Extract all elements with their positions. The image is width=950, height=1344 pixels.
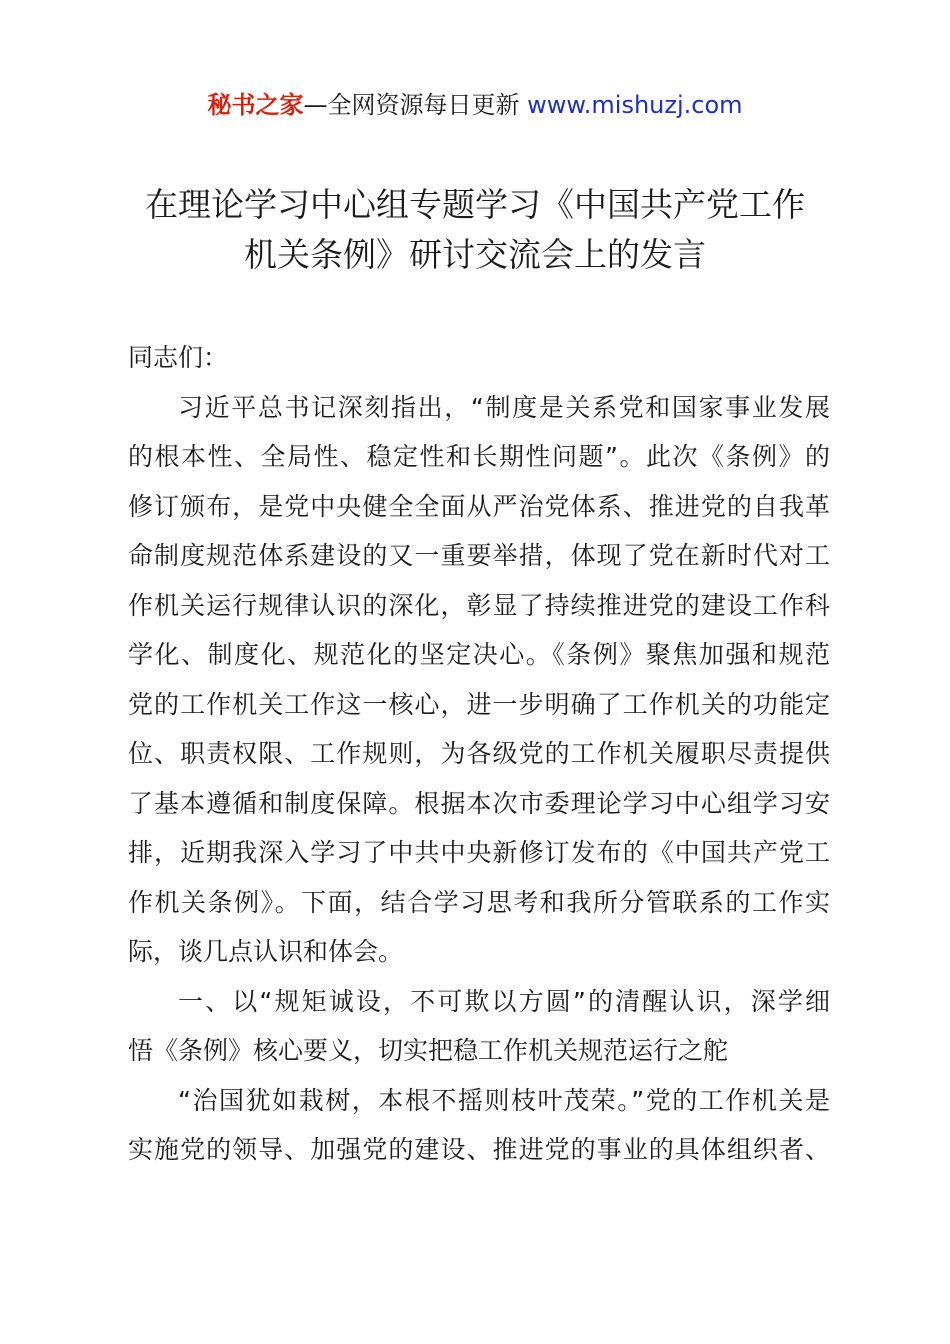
brand-name: 秘书之家 — [207, 91, 304, 119]
header-tagline: —全网资源每日更新 — [303, 91, 528, 119]
body-line: 的根本性、全局性、稳定性和长期性问题”。此次《条例》的 — [128, 442, 830, 471]
body-line: 党的工作机关工作这一核心，进一步明确了工作机关的功能定 — [128, 689, 830, 719]
body-line: 学化、制度化、规范化的坚定决心。《条例》聚焦加强和规范 — [128, 640, 830, 669]
body-line: 习近平总书记深刻指出，“制度是关系党和国家事业发展 — [178, 392, 830, 422]
body-line: 实施党的领导、加强党的建设、推进党的事业的具体组织者、 — [128, 1135, 830, 1164]
body-line: 作机关运行规律认识的深化，彰显了持续推进党的建设工作科 — [128, 590, 830, 620]
salutation: 同志们： — [128, 343, 229, 372]
body-line: 排，近期我深入学习了中共中央新修订发布的《中国共产党工 — [128, 838, 830, 867]
body-line: 作机关条例》。下面，结合学习思考和我所分管联系的工作实 — [128, 887, 830, 917]
title-line: 在理论学习中心组专题学习《中国共产党工作 — [145, 185, 805, 224]
body-line: 命制度规范体系建设的又一重要举措，体现了党在新时代对工 — [128, 541, 830, 570]
site-url-link[interactable]: www.mishuzj.com — [527, 91, 743, 119]
body-line: 位、职责权限、工作规则，为各级党的工作机关履职尽责提供 — [128, 739, 830, 768]
body-line: 修订颁布，是党中央健全全面从严治党体系、推进党的自我革 — [128, 491, 830, 521]
site-header — [0, 88, 950, 122]
document-body — [128, 333, 830, 1175]
body-line: “治国犹如栽树，本根不摇则枝叶茂荣。”党的工作机关是 — [178, 1085, 830, 1115]
document-title — [110, 180, 840, 280]
section-heading-line: 一、以“规矩诚设，不可欺以方圆”的清醒认识，深学细 — [178, 986, 830, 1016]
body-line: 际，谈几点认识和体会。 — [128, 937, 404, 966]
title-line: 机关条例》研讨交流会上的发言 — [244, 235, 706, 274]
section-heading-line: 悟《条例》核心要义，切实把稳工作机关规范运行之舵 — [128, 1036, 729, 1065]
body-line: 了基本遵循和制度保障。根据本次市委理论学习中心组学习安 — [128, 788, 830, 818]
